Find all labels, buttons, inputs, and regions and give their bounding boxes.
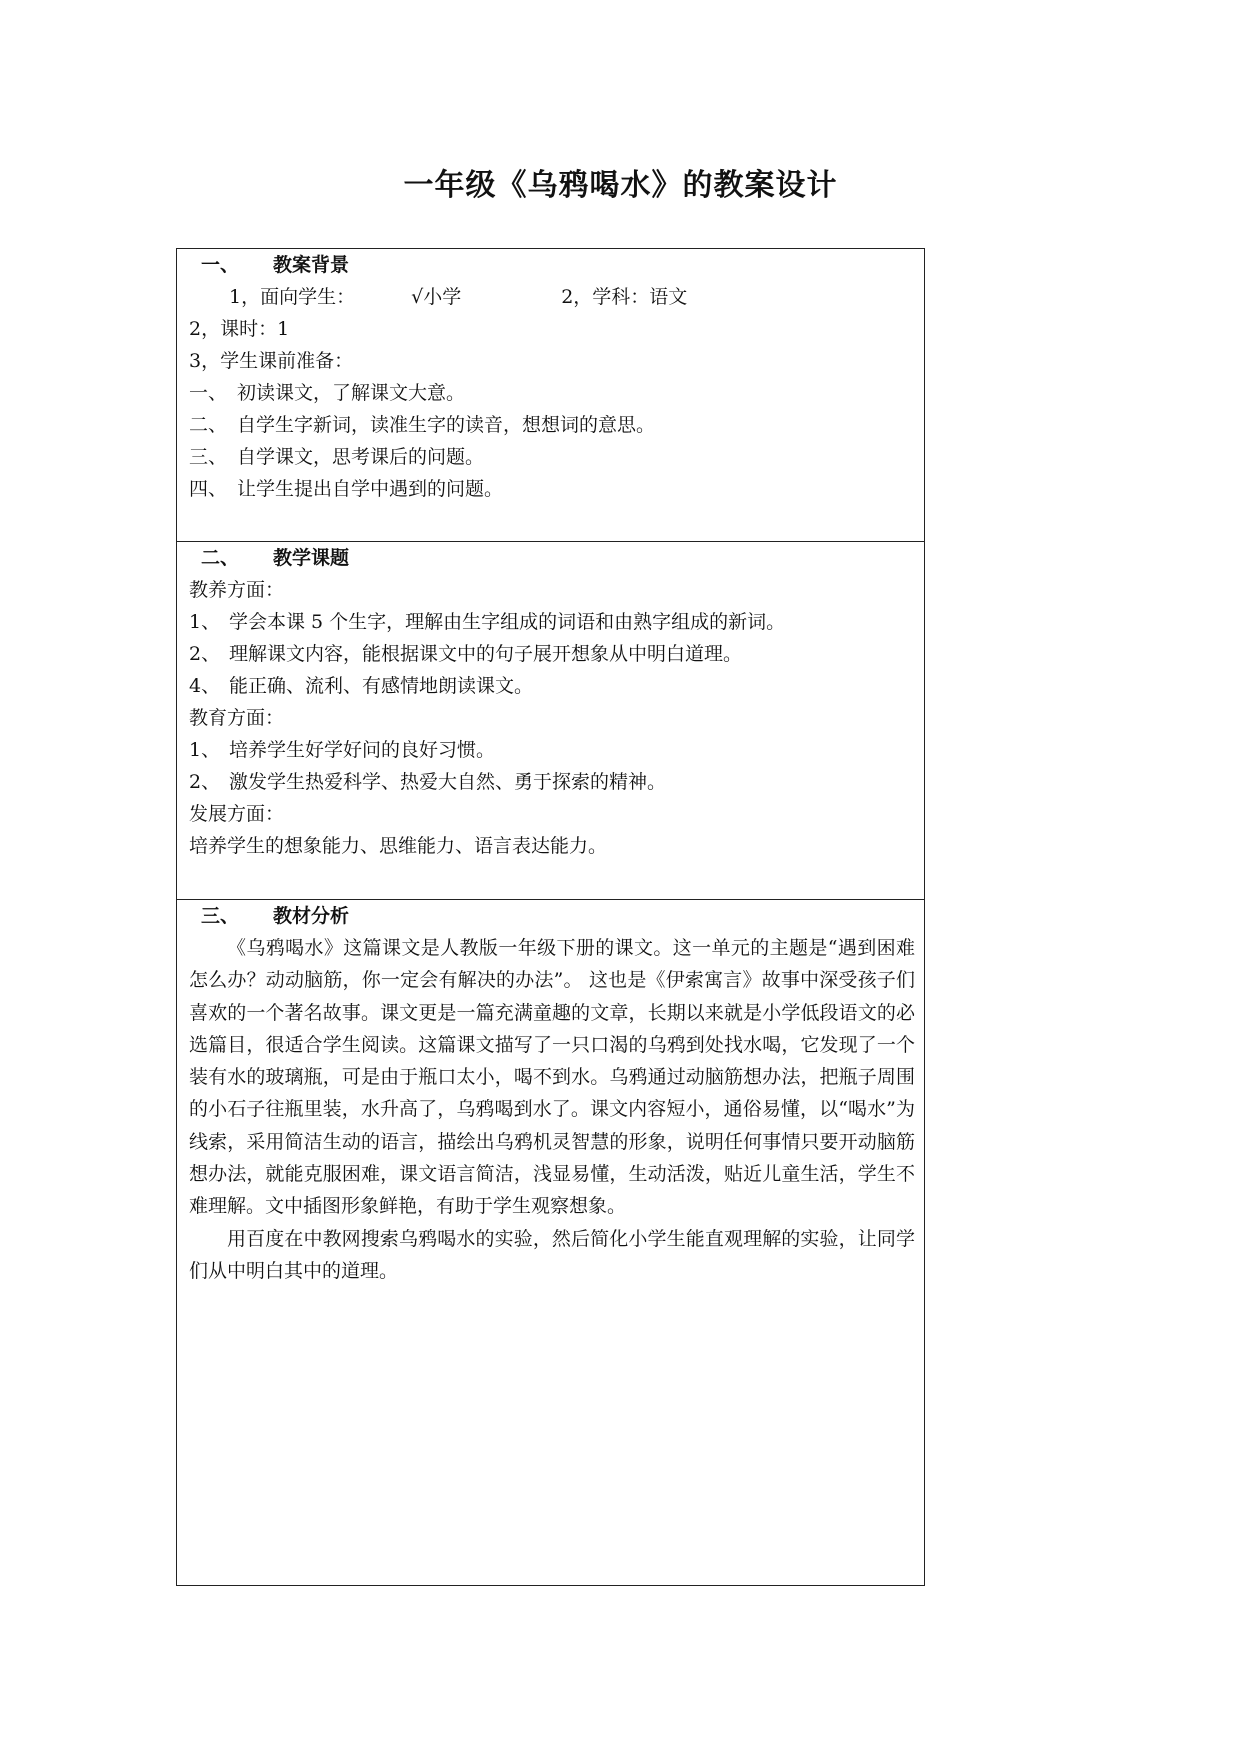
section-title: 教学课题 [273,547,350,569]
prep-item: 三、 自学课文，思考课后的问题。 [189,446,485,468]
prep-item: 一、 初读课文，了解课文大意。 [189,382,466,404]
hours-line: 2，课时：1 [189,318,290,340]
section-title: 教材分析 [273,905,350,927]
fazhan-text: 培养学生的想象能力、思维能力、语言表达能力。 [189,835,608,857]
analysis-paragraph: 《乌鸦喝水》这篇课文是人教版一年级下册的课文。这一单元的主题是“遇到困难怎么办？动动脑筋，你一定会有解决的办法”。 这也是《伊索寓言》故事中深受孩子们喜欢的一个著名故事。课文更是一篇充满童趣的文章，长期以来就是小学低段语文的必选篇目，很适合学生阅读。这篇课文描写了一只口渴的乌鸦到处找水喝，它发现了一个装有水的玻璃瓶，可是由于瓶口太小，喝不到水。乌鸦通过动脑筋想办法，把瓶子周围的小石子往瓶里装，水升高了，乌鸦喝到水了。课文内容短小，通俗易懂，以“喝水”为线索，采用简洁生动的语言，描绘出乌鸦机灵智慧的形象，说明任何事情只要开动脑筋想办法，就能克服困难，课文语言简洁，浅显易懂，生动活泼，贴近儿童生活，学生不难理解。文中插图形象鲜艳，有助于学生观察想象。 [189,937,915,1218]
section-number: 三、 [201,905,240,927]
jiaoyu-item: 1、 培养学生好学好问的良好习惯。 [189,739,496,761]
section-analysis [176,899,925,1586]
analysis-body [189,932,915,1287]
section-number: 一、 [201,254,240,276]
section-background [176,248,925,542]
analysis-paragraph: 用百度在中教网搜索乌鸦喝水的实验，然后简化小学生能直观理解的实验，让同学们从中明白其中的道理。 [189,1227,915,1282]
jiaoyang-item: 1、 学会本课 5 个生字，理解由生字组成的词语和由熟字组成的新词。 [189,611,786,633]
fazhan-label: 发展方面： [189,803,285,825]
prep-label: 3，学生课前准备： [189,350,354,372]
section-heading [189,542,349,574]
audience-line [229,281,687,313]
section-topic [176,541,925,900]
audience-value: √小学 [411,286,462,308]
subject-line: 2，学科：语文 [561,286,688,308]
section-heading [189,249,349,281]
jiaoyu-label: 教育方面： [189,707,285,729]
page-title: 一年级《乌鸦喝水》的教案设计 [403,168,838,203]
prep-item: 二、 自学生字新词，读准生字的读音，想想词的意思。 [189,414,656,436]
section-title: 教案背景 [273,254,350,276]
prep-item: 四、 让学生提出自学中遇到的问题。 [189,478,504,500]
jiaoyang-item: 2、 理解课文内容，能根据课文中的句子展开想象从中明白道理。 [189,643,743,665]
section-number: 二、 [201,547,240,569]
jiaoyu-item: 2、 激发学生热爱科学、热爱大自然、勇于探索的精神。 [189,771,667,793]
audience-label: 1，面向学生： [229,286,356,308]
jiaoyang-label: 教养方面： [189,579,285,601]
section-heading [189,900,349,932]
jiaoyang-item: 4、 能正确、流利、有感情地朗读课文。 [189,675,534,697]
